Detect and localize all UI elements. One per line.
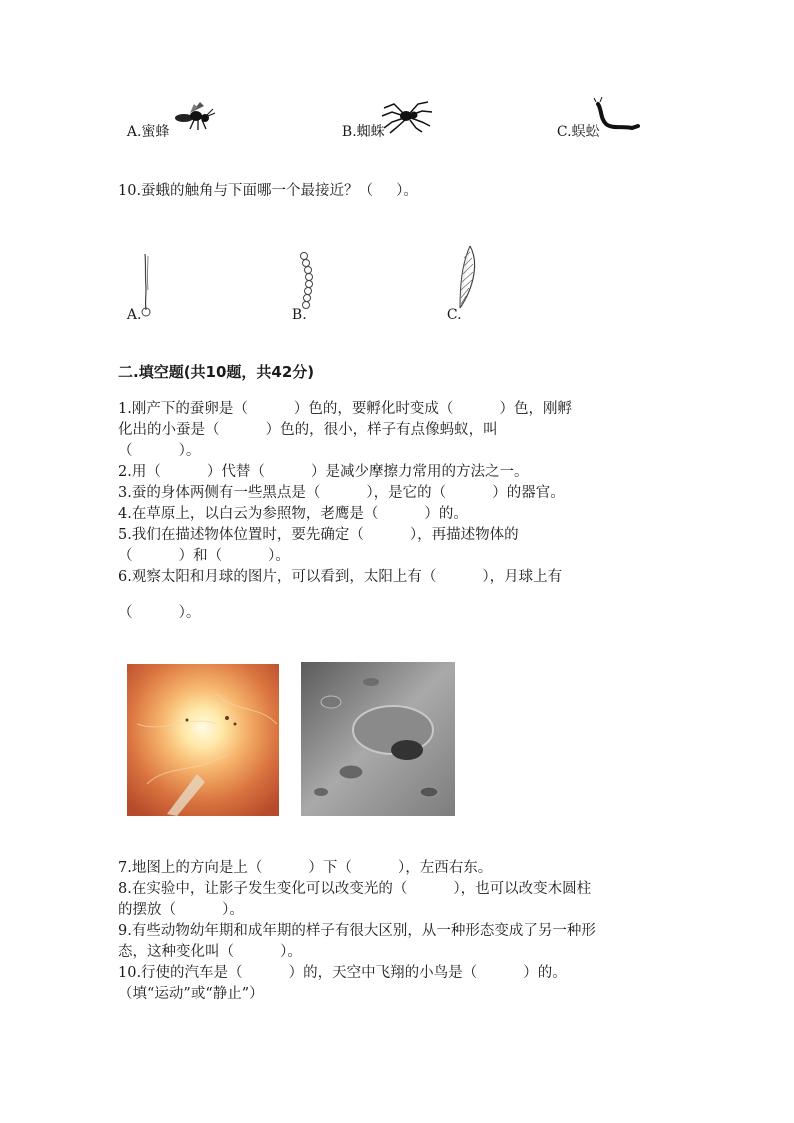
- option-label: C.蜈蚣: [556, 124, 600, 140]
- section-title: 二.填空题(共10题，共42分): [118, 363, 315, 381]
- question-10-text: 10.蚕蛾的触角与下面哪一个最接近？（ ）。: [118, 183, 418, 199]
- spider-icon: [380, 98, 434, 134]
- feathery-antenna-icon: [456, 244, 480, 312]
- option-b-spider: [333, 101, 385, 143]
- q1-line-2: 化出的小蚕是（ ）色的，很小，样子有点像蚂蚁，叫: [118, 422, 498, 438]
- q7-line: 7.地图上的方向是上（ ）下（ ），左西右东。: [118, 860, 493, 876]
- q8-line-2: 的摆放（ ）。: [118, 902, 244, 918]
- q9-line-1: 9.有些动物幼年期和成年期的样子有很大区别，从一种形态变成了另一种形: [118, 923, 596, 939]
- q9-line-2: 态，这种变化叫（ ）。: [118, 944, 302, 960]
- q5-line-2: （ ）和（ ）。: [118, 548, 290, 564]
- q6-line-2: （ ）。: [118, 605, 201, 621]
- q2-line: 2.用（ ）代替（ ）是减少摩擦力常用的方法之一。: [118, 464, 529, 480]
- q8-line-1: 8.在实验中，让影子发生变化可以改变光的（ ），也可以改变木圆柱: [118, 881, 592, 897]
- q3-line: 3.蚕的身体两侧有一些黑点是（ ），是它的（ ）的器官。: [118, 485, 565, 501]
- q1-line-3: （ ）。: [118, 443, 201, 459]
- beaded-antenna-icon: [296, 250, 320, 314]
- option-label: B.: [291, 307, 307, 323]
- q10-line-2: （填“运动”或“静止”）: [118, 986, 264, 1002]
- q5-line-1: 5.我们在描述物体位置时，要先确定（ ），再描述物体的: [118, 527, 519, 543]
- bee-icon: [170, 98, 216, 132]
- option-label: B.蜘蛛: [341, 124, 385, 140]
- option-a-bee: [118, 101, 169, 143]
- option-label: C.: [446, 307, 462, 323]
- moon-photo: [301, 662, 455, 816]
- option-label: A.蜜蜂: [126, 124, 170, 140]
- q1-line-1: 1.刚产下的蚕卵是（ ）色的，要孵化时变成（ ）色，刚孵: [118, 401, 573, 417]
- q6-line-1: 6.观察太阳和月球的图片，可以看到，太阳上有（ ），月球上有: [118, 569, 563, 585]
- q4-line: 4.在草原上，以白云为参照物，老鹰是（ ）的。: [118, 506, 468, 522]
- sun-photo: [127, 664, 279, 816]
- centipede-icon: [592, 96, 640, 136]
- filiform-antenna-icon: [136, 252, 156, 318]
- q10-line-1: 10.行使的汽车是（ ）的，天空中飞翔的小鸟是（ ）的。: [118, 965, 567, 981]
- option-label: A.: [126, 307, 142, 323]
